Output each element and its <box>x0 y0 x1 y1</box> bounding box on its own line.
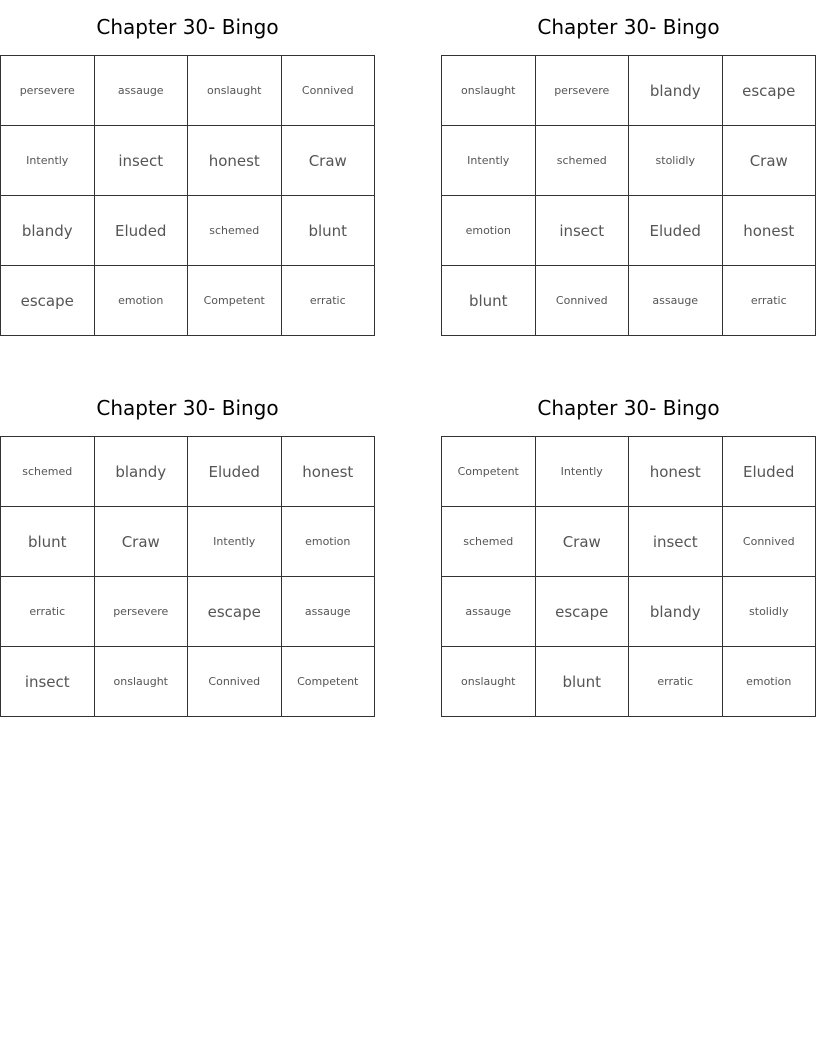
bingo-card-1 <box>0 0 375 336</box>
bingo-cell: Connived <box>188 647 282 717</box>
bingo-cell: Connived <box>536 266 630 336</box>
bingo-cell: honest <box>188 126 282 196</box>
bingo-cell: Intently <box>442 126 536 196</box>
bingo-cell: Connived <box>282 56 376 126</box>
bingo-grid <box>0 55 375 336</box>
bingo-cell: emotion <box>442 196 536 266</box>
bingo-cell: blunt <box>1 507 95 577</box>
bingo-cell: stolidly <box>629 126 723 196</box>
bingo-cell: persevere <box>536 56 630 126</box>
bingo-cell: insect <box>95 126 189 196</box>
bingo-cell: insect <box>1 647 95 717</box>
card-title: Chapter 30- Bingo <box>537 15 720 39</box>
bingo-cell: assauge <box>282 577 376 647</box>
bingo-cell: Craw <box>282 126 376 196</box>
bingo-cell: honest <box>282 437 376 507</box>
bingo-cell: onslaught <box>95 647 189 717</box>
bingo-cell: honest <box>723 196 816 266</box>
bingo-cell: Intently <box>536 437 630 507</box>
bingo-card-4 <box>441 381 816 717</box>
bingo-card-2 <box>441 0 816 336</box>
bingo-cell: schemed <box>442 507 536 577</box>
bingo-cell: blunt <box>442 266 536 336</box>
bingo-cell: Connived <box>723 507 816 577</box>
bingo-cell: onslaught <box>188 56 282 126</box>
bingo-cell: blandy <box>95 437 189 507</box>
bingo-cell: schemed <box>1 437 95 507</box>
bingo-cell: erratic <box>629 647 723 717</box>
bingo-cell: blandy <box>629 577 723 647</box>
bingo-cell: Craw <box>723 126 816 196</box>
bingo-cell: Competent <box>188 266 282 336</box>
bingo-cell: insect <box>629 507 723 577</box>
bingo-cell: Craw <box>536 507 630 577</box>
bingo-cell: escape <box>188 577 282 647</box>
bingo-cell: Eluded <box>723 437 816 507</box>
bingo-cell: persevere <box>95 577 189 647</box>
bingo-cell: blunt <box>536 647 630 717</box>
bingo-cell: assauge <box>629 266 723 336</box>
bingo-cell: Eluded <box>95 196 189 266</box>
bingo-cell: emotion <box>95 266 189 336</box>
bingo-grid <box>441 436 816 717</box>
bingo-cell: erratic <box>723 266 816 336</box>
bingo-cell: insect <box>536 196 630 266</box>
bingo-cell: escape <box>536 577 630 647</box>
bingo-cell: honest <box>629 437 723 507</box>
bingo-cell: Competent <box>282 647 376 717</box>
bingo-grid <box>441 55 816 336</box>
bingo-cell: assauge <box>442 577 536 647</box>
bingo-grid <box>0 436 375 717</box>
bingo-cell: assauge <box>95 56 189 126</box>
bingo-cell: blandy <box>1 196 95 266</box>
bingo-cell: Competent <box>442 437 536 507</box>
bingo-cell: erratic <box>282 266 376 336</box>
bingo-cell: Eluded <box>629 196 723 266</box>
bingo-cell: blunt <box>282 196 376 266</box>
card-title: Chapter 30- Bingo <box>96 396 279 420</box>
bingo-cell: onslaught <box>442 56 536 126</box>
bingo-card-3 <box>0 381 375 717</box>
bingo-cell: schemed <box>536 126 630 196</box>
bingo-cell: blandy <box>629 56 723 126</box>
bingo-cell: Intently <box>1 126 95 196</box>
bingo-cell: escape <box>723 56 816 126</box>
bingo-cell: persevere <box>1 56 95 126</box>
bingo-cell: escape <box>1 266 95 336</box>
bingo-cell: emotion <box>723 647 816 717</box>
bingo-cell: Intently <box>188 507 282 577</box>
bingo-cell: Eluded <box>188 437 282 507</box>
card-title: Chapter 30- Bingo <box>96 15 279 39</box>
bingo-cell: onslaught <box>442 647 536 717</box>
bingo-cell: erratic <box>1 577 95 647</box>
bingo-cell: schemed <box>188 196 282 266</box>
bingo-cell: stolidly <box>723 577 816 647</box>
card-title: Chapter 30- Bingo <box>537 396 720 420</box>
bingo-cell: emotion <box>282 507 376 577</box>
bingo-cell: Craw <box>95 507 189 577</box>
